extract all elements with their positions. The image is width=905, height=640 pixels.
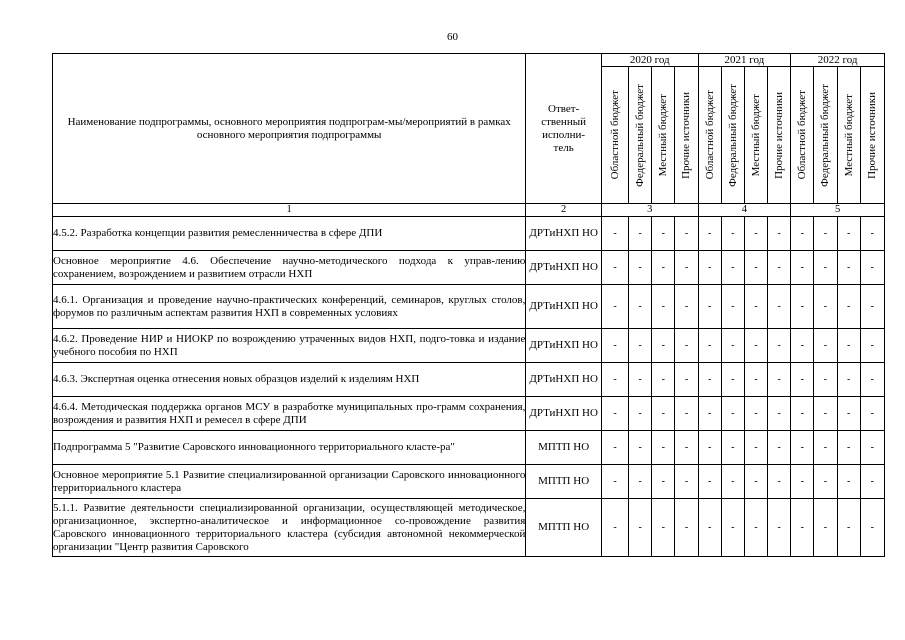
row-value: - (768, 251, 791, 285)
row-value: - (652, 465, 675, 499)
row-value: - (837, 397, 860, 431)
row-value: - (698, 251, 721, 285)
row-value: - (721, 397, 744, 431)
row-value: - (860, 285, 884, 329)
row-value: - (814, 499, 837, 557)
row-value: - (791, 431, 814, 465)
row-executor: ДРТиНХП НО (526, 217, 602, 251)
row-executor: МПТП НО (526, 431, 602, 465)
column-number: 3 (601, 204, 698, 217)
row-value: - (721, 465, 744, 499)
header-source: Прочие источники (768, 67, 791, 204)
column-number: 5 (791, 204, 885, 217)
row-value: - (744, 329, 767, 363)
row-value: - (652, 499, 675, 557)
row-executor: ДРТиНХП НО (526, 329, 602, 363)
row-value: - (629, 397, 652, 431)
row-name: Основное мероприятие 5.1 Развитие специализированной организации Саровского инновационного территориального кластера (53, 465, 526, 499)
header-source: Местный бюджет (652, 67, 675, 204)
row-value: - (744, 217, 767, 251)
row-value: - (814, 285, 837, 329)
row-value: - (629, 499, 652, 557)
row-value: - (601, 397, 628, 431)
row-value: - (675, 251, 698, 285)
row-value: - (814, 431, 837, 465)
row-value: - (860, 329, 884, 363)
row-value: - (721, 329, 744, 363)
row-value: - (629, 251, 652, 285)
row-name: 4.5.2. Разработка концепции развития ремесленничества в сфере ДПИ (53, 217, 526, 251)
table-row (53, 431, 885, 465)
row-value: - (744, 397, 767, 431)
row-value: - (860, 217, 884, 251)
row-value: - (698, 465, 721, 499)
row-value: - (601, 285, 628, 329)
row-value: - (652, 217, 675, 251)
header-executor-line: исполни- (542, 128, 586, 141)
row-value: - (814, 465, 837, 499)
row-value: - (768, 329, 791, 363)
row-executor: ДРТиНХП НО (526, 397, 602, 431)
row-value: - (675, 217, 698, 251)
budget-table (52, 53, 885, 557)
row-value: - (791, 285, 814, 329)
row-value: - (652, 397, 675, 431)
row-value: - (744, 251, 767, 285)
row-value: - (721, 251, 744, 285)
table-row (53, 363, 885, 397)
row-value: - (768, 285, 791, 329)
row-value: - (629, 217, 652, 251)
row-value: - (601, 499, 628, 557)
header-executor-column (526, 54, 602, 204)
row-executor: ДРТиНХП НО (526, 251, 602, 285)
row-value: - (837, 285, 860, 329)
row-value: - (744, 285, 767, 329)
row-value: - (652, 363, 675, 397)
row-value: - (629, 431, 652, 465)
row-value: - (601, 465, 628, 499)
row-value: - (768, 465, 791, 499)
header-source: Областной бюджет (791, 67, 814, 204)
row-value: - (629, 329, 652, 363)
header-year: 2022 год (791, 54, 885, 67)
header-source: Федеральный бюджет (629, 67, 652, 204)
row-value: - (744, 499, 767, 557)
row-value: - (837, 465, 860, 499)
row-value: - (721, 217, 744, 251)
row-value: - (837, 329, 860, 363)
header-source: Прочие источники (860, 67, 884, 204)
column-number: 4 (698, 204, 791, 217)
row-value: - (652, 285, 675, 329)
row-value: - (860, 465, 884, 499)
row-value: - (837, 499, 860, 557)
row-value: - (721, 499, 744, 557)
table-header (53, 54, 885, 217)
row-name: Подпрограмма 5 "Развитие Саровского инновационного территориального класте-ра" (53, 431, 526, 465)
row-value: - (837, 217, 860, 251)
row-value: - (675, 431, 698, 465)
row-executor: МПТП НО (526, 499, 602, 557)
header-source: Федеральный бюджет (721, 67, 744, 204)
column-number-row (53, 204, 885, 217)
table-row (53, 329, 885, 363)
row-value: - (698, 363, 721, 397)
header-source: Федеральный бюджет (814, 67, 837, 204)
row-value: - (698, 397, 721, 431)
row-value: - (837, 431, 860, 465)
row-name: 4.6.3. Экспертная оценка отнесения новых образцов изделий к изделиям НХП (53, 363, 526, 397)
row-executor: ДРТиНХП НО (526, 285, 602, 329)
row-value: - (768, 217, 791, 251)
row-value: - (814, 363, 837, 397)
header-executor-line: тель (553, 141, 574, 154)
row-value: - (791, 217, 814, 251)
column-number: 2 (526, 204, 602, 217)
page-number: 60 (447, 31, 458, 43)
row-value: - (698, 285, 721, 329)
row-value: - (698, 499, 721, 557)
header-source: Областной бюджет (698, 67, 721, 204)
header-source: Местный бюджет (744, 67, 767, 204)
table-row (53, 285, 885, 329)
row-value: - (814, 251, 837, 285)
table-body (53, 217, 885, 557)
header-executor-line: ственный (541, 115, 586, 128)
row-value: - (721, 285, 744, 329)
row-value: - (675, 285, 698, 329)
row-value: - (721, 431, 744, 465)
row-value: - (652, 329, 675, 363)
row-value: - (601, 363, 628, 397)
row-value: - (744, 465, 767, 499)
row-value: - (791, 251, 814, 285)
row-executor: ДРТиНХП НО (526, 363, 602, 397)
row-value: - (860, 397, 884, 431)
row-value: - (629, 363, 652, 397)
row-value: - (601, 251, 628, 285)
row-value: - (860, 431, 884, 465)
row-name: 5.1.1. Развитие деятельности специализированной организации, осуществляющей методическое, организационное, экспертно-аналитическое и информационное со-провождение развития Саровского инновационного территориального кластера (субсидия автономной некоммерческой организации "Центр развития Саровского (53, 499, 526, 557)
table-row (53, 251, 885, 285)
header-source: Местный бюджет (837, 67, 860, 204)
row-name: Основное мероприятие 4.6. Обеспечение научно-методического подхода к управ-лению сохранением, возрождением и развитием отрасли НХП (53, 251, 526, 285)
row-value: - (791, 499, 814, 557)
row-value: - (837, 363, 860, 397)
header-executor-line: Ответ- (548, 102, 580, 115)
header-name-column: Наименование подпрограммы, основного мероприятия подпрограм-мы/мероприятий в рамках основного мероприятия подпрограммы (53, 54, 526, 204)
row-value: - (768, 397, 791, 431)
row-value: - (768, 499, 791, 557)
table-row (53, 397, 885, 431)
row-value: - (629, 465, 652, 499)
row-executor: МПТП НО (526, 465, 602, 499)
row-value: - (675, 465, 698, 499)
column-number: 1 (53, 204, 526, 217)
row-value: - (814, 217, 837, 251)
row-value: - (675, 329, 698, 363)
row-value: - (601, 217, 628, 251)
row-name: 4.6.4. Методическая поддержка органов МСУ в разработке муниципальных про-грамм сохранения, возрождения и развития НХП и ремесел в сфере ДПИ (53, 397, 526, 431)
row-value: - (814, 397, 837, 431)
row-value: - (860, 499, 884, 557)
row-value: - (791, 363, 814, 397)
header-source: Областной бюджет (601, 67, 628, 204)
row-name: 4.6.1. Организация и проведение научно-практических конференций, семинаров, круглых столов, форумов по различным аспектам развития НХП в современных условиях (53, 285, 526, 329)
row-value: - (791, 397, 814, 431)
row-value: - (744, 363, 767, 397)
table-row (53, 465, 885, 499)
row-value: - (675, 363, 698, 397)
row-value: - (768, 431, 791, 465)
row-value: - (652, 251, 675, 285)
table-row (53, 217, 885, 251)
table-row (53, 499, 885, 557)
row-value: - (837, 251, 860, 285)
row-value: - (675, 397, 698, 431)
header-year: 2020 год (601, 54, 698, 67)
row-value: - (721, 363, 744, 397)
row-value: - (629, 285, 652, 329)
row-value: - (675, 499, 698, 557)
row-value: - (698, 431, 721, 465)
row-value: - (791, 329, 814, 363)
row-value: - (601, 329, 628, 363)
header-source: Прочие источники (675, 67, 698, 204)
row-value: - (698, 329, 721, 363)
row-value: - (652, 431, 675, 465)
row-value: - (698, 217, 721, 251)
row-value: - (791, 465, 814, 499)
row-name: 4.6.2. Проведение НИР и НИОКР по возрождению утраченных видов НХП, подго-товка и издание учебного пособия по НХП (53, 329, 526, 363)
header-year: 2021 год (698, 54, 791, 67)
row-value: - (744, 431, 767, 465)
row-value: - (860, 363, 884, 397)
row-value: - (814, 329, 837, 363)
row-value: - (601, 431, 628, 465)
row-value: - (768, 363, 791, 397)
row-value: - (860, 251, 884, 285)
